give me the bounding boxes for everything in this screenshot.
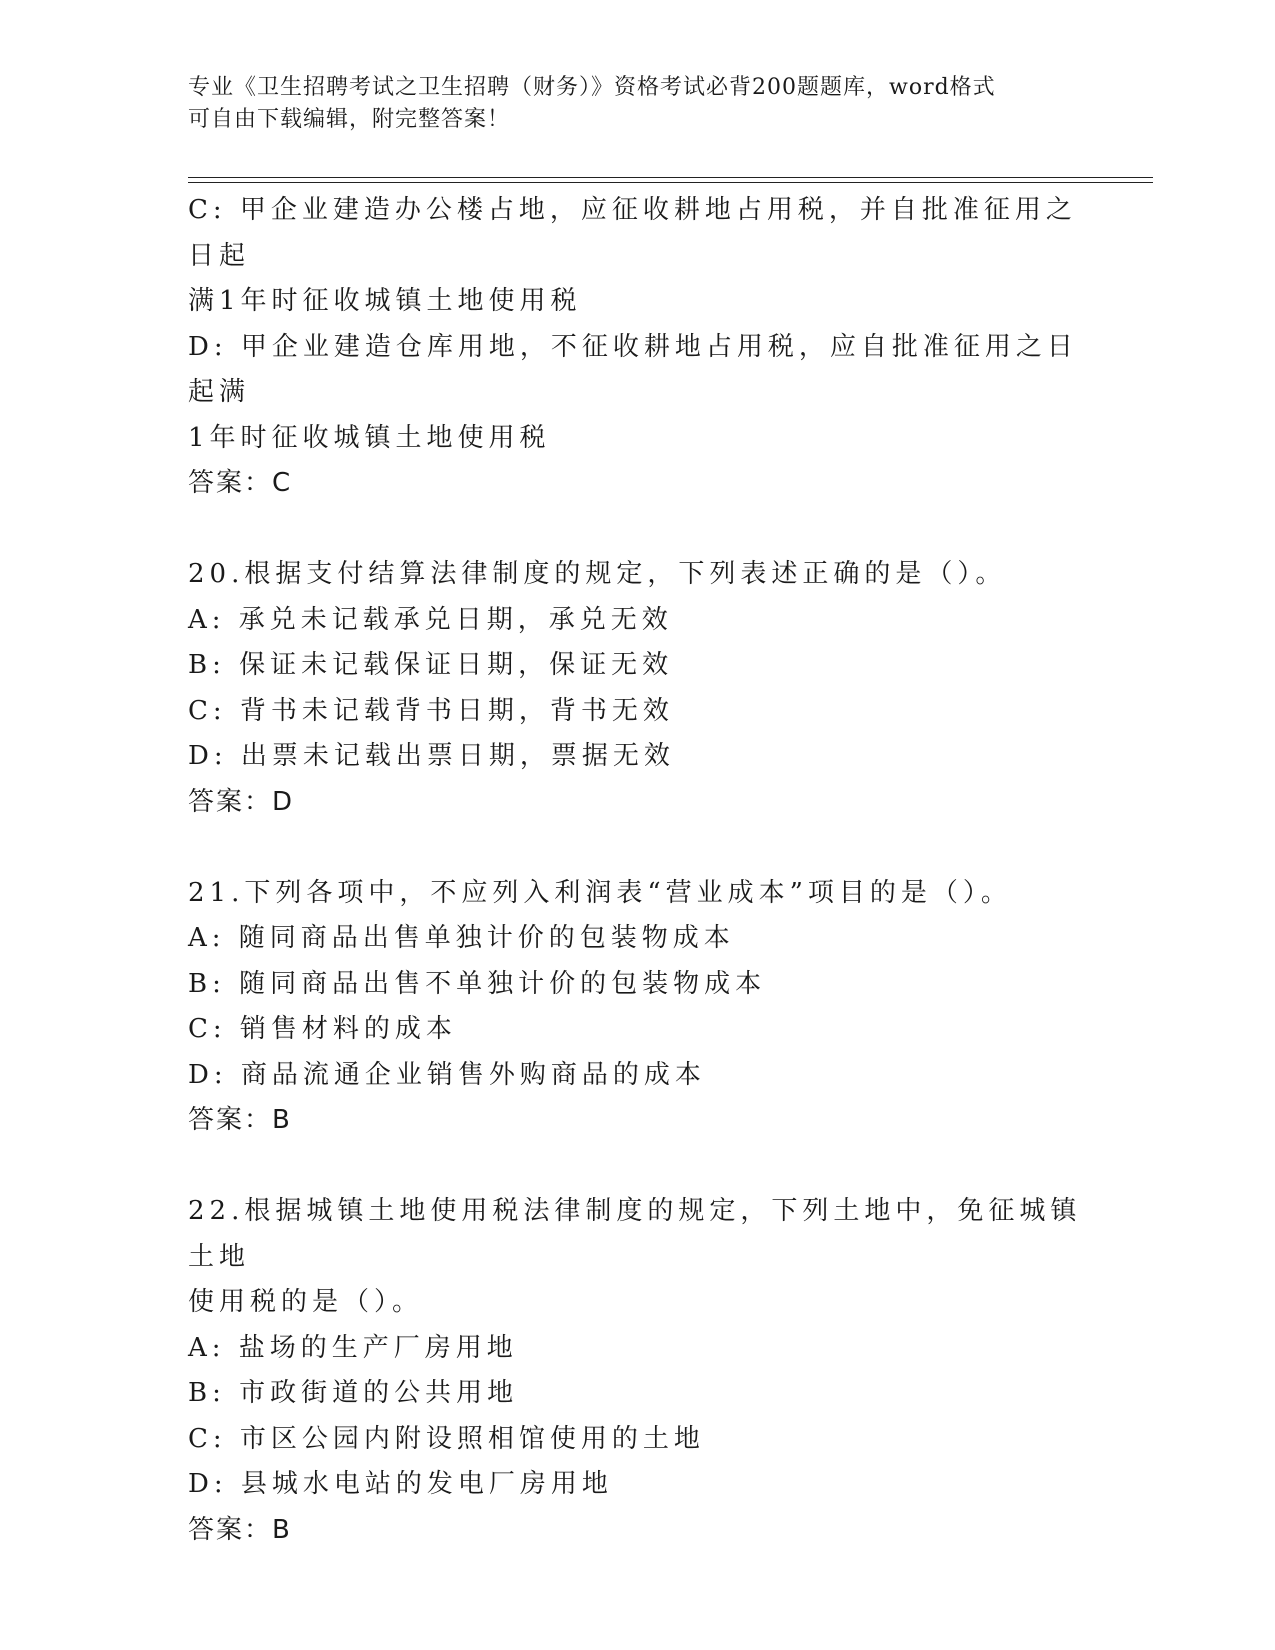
option-b: B: 市政街道的公共用地 bbox=[188, 1378, 519, 1408]
header-rule-top bbox=[188, 177, 1153, 178]
option-d-line-2: 1年时征收城镇土地使用税 bbox=[188, 422, 551, 453]
document-header bbox=[188, 72, 1068, 136]
option-a: A: 承兑未记载承兑日期，承兑无效 bbox=[188, 604, 673, 635]
header-line-2: 可自由下载编辑，附完整答案！ bbox=[188, 107, 511, 132]
option-b: B: 保证未记载保证日期，保证无效 bbox=[188, 650, 674, 680]
spacer bbox=[188, 825, 1088, 871]
answer: 答案：B bbox=[188, 1514, 292, 1545]
spacer bbox=[188, 507, 1088, 553]
option-a: A: 随同商品出售单独计价的包装物成本 bbox=[188, 923, 735, 953]
option-c-line-1: C: 甲企业建造办公楼占地，应征收耕地占用税，并自批准征用之日起 bbox=[188, 195, 1077, 271]
option-b: B: 随同商品出售不单独计价的包装物成本 bbox=[188, 968, 767, 999]
option-d: D: 商品流通企业销售外购商品的成本 bbox=[188, 1059, 706, 1090]
option-a: A: 盐场的生产厂房用地 bbox=[188, 1332, 518, 1363]
document-body bbox=[188, 188, 1088, 1553]
option-d: D: 出票未记载出票日期，票据无效 bbox=[188, 741, 675, 771]
spacer bbox=[188, 1144, 1088, 1190]
question-22 bbox=[188, 1189, 1088, 1553]
answer: 答案：C bbox=[188, 468, 293, 498]
header-rule-bottom bbox=[188, 182, 1153, 183]
question-stem-line-2: 使用税的是（）。 bbox=[188, 1287, 424, 1317]
answer: 答案：B bbox=[188, 1105, 292, 1135]
question-20 bbox=[188, 552, 1088, 825]
option-c-line-2: 满1年时征收城镇土地使用税 bbox=[188, 286, 582, 316]
header-line-1: 专业《卫生招聘考试之卫生招聘（财务）》资格考试必背200题题库，word格式 bbox=[188, 75, 996, 100]
question-stem: 21.下列各项中，不应列入利润表“营业成本”项目的是（）。 bbox=[188, 877, 1012, 908]
option-c: C: 背书未记载背书日期，背书无效 bbox=[188, 695, 674, 726]
option-d-line-1: D: 甲企业建造仓库用地，不征收耕地占用税，应自批准征用之日起满 bbox=[188, 331, 1078, 407]
option-d: D: 县城水电站的发电厂房用地 bbox=[188, 1469, 613, 1499]
question-stem: 20.根据支付结算法律制度的规定，下列表述正确的是（）。 bbox=[188, 559, 1007, 589]
question-stem-line-1: 22.根据城镇土地使用税法律制度的规定，下列土地中，免征城镇土地 bbox=[188, 1196, 1082, 1272]
option-c: C: 销售材料的成本 bbox=[188, 1014, 457, 1044]
option-c: C: 市区公园内附设照相馆使用的土地 bbox=[188, 1423, 705, 1454]
question-continued bbox=[188, 188, 1088, 507]
answer: 答案：D bbox=[188, 786, 295, 817]
question-21 bbox=[188, 871, 1088, 1144]
